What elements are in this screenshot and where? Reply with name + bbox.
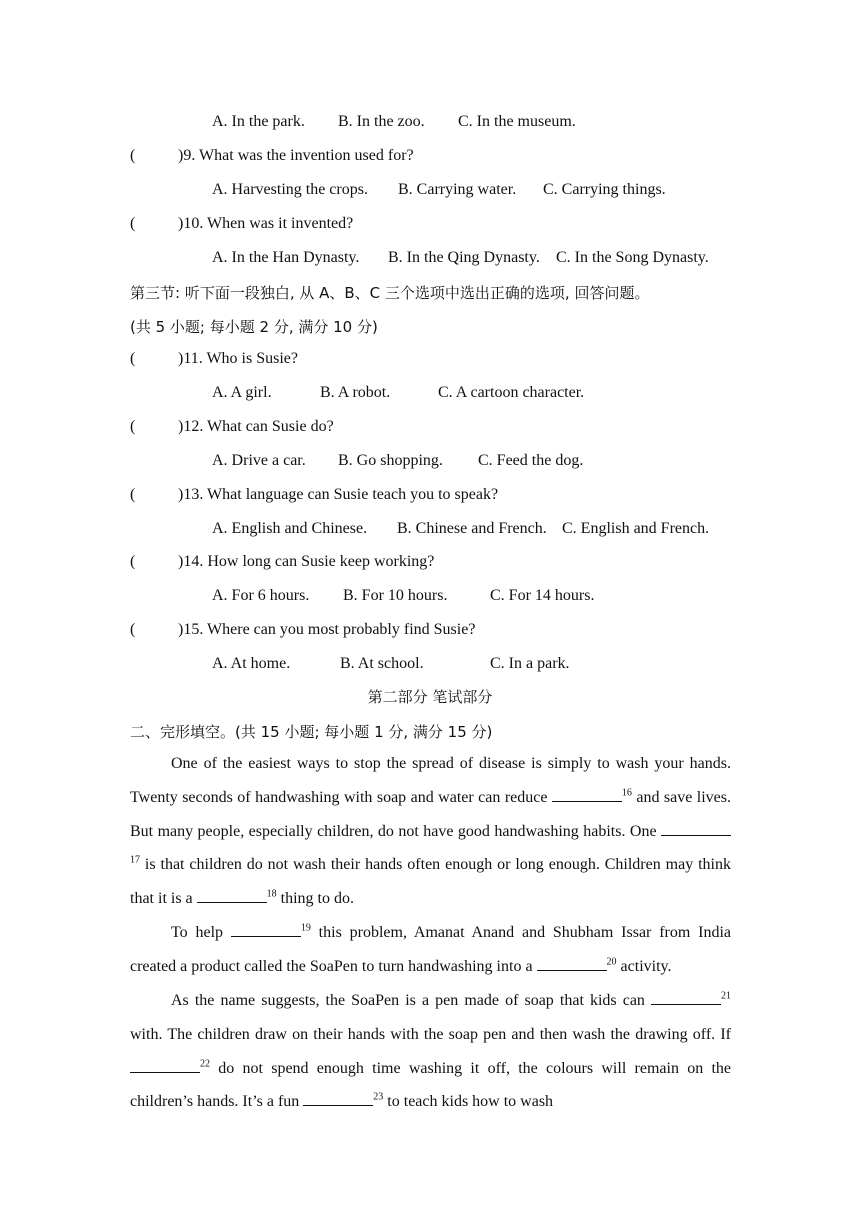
q13-option-c: C. English and French. — [562, 520, 710, 537]
cloze-section-heading: 二、完形填空。(共 15 小题; 每小题 1 分, 满分 15 分) — [130, 723, 493, 741]
p2-text-2: this problem, Amanat Anand and Shubham Issar from India created a product called the SoaPen to turn handwashing into a — [130, 924, 731, 975]
q15-paren: ( — [130, 621, 136, 638]
q8-option-b: B. In the zoo. — [338, 113, 425, 130]
blank-16[interactable] — [552, 787, 622, 802]
q9-option-c: C. Carrying things. — [543, 181, 666, 198]
blank-number-16: 16 — [621, 787, 632, 799]
p1-text-1: One of the easiest ways to stop the spread of disease is simply to wash your hands. Twenty seconds of handwashing with soap and water can reduce — [130, 755, 731, 806]
blank-21[interactable] — [651, 990, 721, 1005]
q13-text: )13. What language can Susie teach you to speak? — [178, 486, 499, 503]
blank-number-19: 19 — [300, 922, 311, 934]
blank-number-18: 18 — [266, 888, 277, 900]
q12-option-b: B. Go shopping. — [338, 452, 443, 469]
q10-option-b: B. In the Qing Dynasty. — [388, 249, 540, 266]
blank-19[interactable] — [231, 922, 301, 937]
q14-option-a: A. For 6 hours. — [212, 587, 310, 604]
q11-paren: ( — [130, 350, 136, 367]
passage-paragraph-1 — [130, 747, 731, 916]
q9-text: )9. What was the invention used for? — [178, 147, 414, 164]
q8-option-a: A. In the park. — [212, 113, 305, 130]
q10-paren: ( — [130, 215, 136, 232]
q15-option-a: A. At home. — [212, 655, 291, 672]
q15-text: )15. Where can you most probably find Susie? — [178, 621, 476, 638]
q11-text: )11. Who is Susie? — [178, 350, 298, 367]
q14-paren: ( — [130, 553, 136, 570]
q9-option-a: A. Harvesting the crops. — [212, 181, 368, 198]
section3-scoring: (共 5 小题; 每小题 2 分, 满分 10 分) — [130, 318, 378, 336]
q14-text: )14. How long can Susie keep working? — [178, 553, 435, 570]
passage-paragraph-2 — [130, 916, 731, 984]
q12-option-c: C. Feed the dog. — [478, 452, 584, 469]
section3-heading: 第三节: 听下面一段独白, 从 A、B、C 三个选项中选出正确的选项, 回答问题。 — [130, 284, 650, 302]
p2-text-3: activity. — [616, 957, 672, 975]
q8-option-c: C. In the museum. — [458, 113, 576, 130]
blank-number-22: 22 — [200, 1058, 210, 1070]
p1-text-2: and save lives. But many people, especially children, do not have good handwashing habits. One — [130, 788, 732, 840]
passage-paragraph-3 — [130, 984, 731, 1119]
blank-23[interactable] — [303, 1091, 373, 1106]
blank-20[interactable] — [537, 956, 607, 971]
q10-text: )10. When was it invented? — [178, 215, 354, 232]
blank-18[interactable] — [197, 888, 267, 903]
q14-option-c: C. For 14 hours. — [490, 587, 595, 604]
blank-number-17: 17 — [130, 855, 140, 867]
part2-title: 第二部分 笔试部分 — [367, 688, 493, 706]
q10-option-a: A. In the Han Dynasty. — [212, 249, 360, 266]
q15-option-b: B. At school. — [340, 655, 424, 672]
q9-option-b: B. Carrying water. — [398, 181, 517, 198]
q12-paren: ( — [130, 418, 136, 435]
q13-option-a: A. English and Chinese. — [212, 520, 368, 537]
p3-text-1: As the name suggests, the SoaPen is a pen made of soap that kids can — [171, 992, 651, 1009]
q12-option-a: A. Drive a car. — [212, 452, 306, 469]
blank-number-23: 23 — [373, 1092, 384, 1104]
q11-option-a: A. A girl. — [212, 384, 272, 401]
q12-text: )12. What can Susie do? — [178, 418, 334, 435]
q11-option-c: C. A cartoon character. — [438, 384, 585, 401]
p1-text-4: thing to do. — [276, 890, 354, 908]
blank-number-21: 21 — [721, 990, 731, 1002]
blank-22[interactable] — [130, 1058, 200, 1073]
p1-text-3: is that children do not wash their hands often enough or long enough. Children may think that it is a — [130, 856, 731, 908]
p2-text-1: To help — [171, 924, 231, 941]
blank-number-20: 20 — [606, 956, 617, 968]
p3-text-2: with. The children draw on their hands with the soap pen and then wash the drawing off. If — [130, 1025, 731, 1043]
p3-text-3: do not spend enough time washing it off, the colours will remain on the children’s hands. It’s a fun — [130, 1059, 731, 1111]
q10-option-c: C. In the Song Dynasty. — [556, 249, 709, 266]
q13-option-b: B. Chinese and French. — [397, 520, 547, 537]
p3-text-4: to teach kids how to wash — [383, 1093, 554, 1111]
q11-option-b: B. A robot. — [320, 384, 391, 401]
q14-option-b: B. For 10 hours. — [343, 587, 448, 604]
q13-paren: ( — [130, 486, 136, 503]
q9-paren: ( — [130, 147, 136, 164]
blank-17[interactable] — [661, 821, 731, 836]
q15-option-c: C. In a park. — [490, 655, 570, 672]
